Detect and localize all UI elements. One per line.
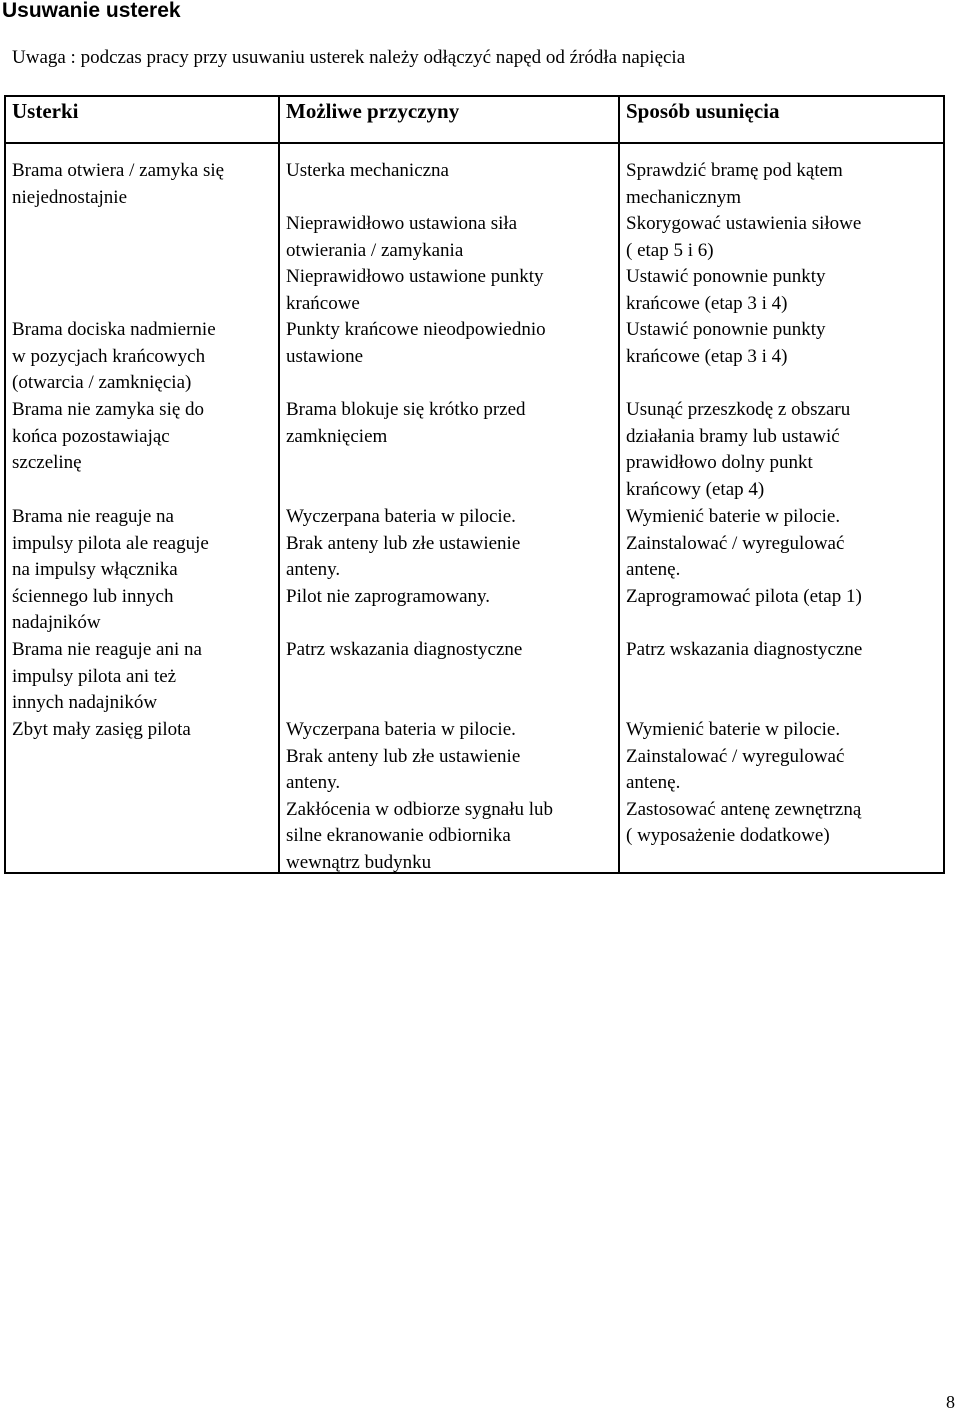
table-cell-remedy: Patrz wskazania diagnostyczne bbox=[626, 639, 863, 660]
table-cell-cause: Wyczerpana bateria w pilocie. Brak anteny lub złe ustawienie anteny. Pilot nie zaprogramowany. bbox=[286, 506, 521, 607]
table-cell-cause: Patrz wskazania diagnostyczne bbox=[286, 639, 523, 660]
table-cell-remedy: Wymienić baterie w pilocie. Zainstalować / wyregulować antenę. Zastosować antenę zewnętrzną ( wyposażenie dodatkowe) bbox=[626, 719, 862, 846]
column-header-faults: Usterki bbox=[12, 99, 79, 123]
table-cell-fault: Zbyt mały zasięg pilota bbox=[12, 719, 191, 740]
table-cell-remedy: Ustawić ponownie punkty krańcowe (etap 3 i 4) bbox=[626, 319, 826, 367]
table-cell-cause: Wyczerpana bateria w pilocie. Brak anteny lub złe ustawienie anteny. Zakłócenia w odbiorze sygnału lub silne ekranowanie odbiornika wewnątrz budynku bbox=[286, 719, 553, 873]
safety-warning: Uwaga : podczas pracy przy usuwaniu usterek należy odłączyć napęd od źródła napięcia bbox=[12, 47, 686, 68]
troubleshooting-table bbox=[4, 95, 945, 874]
column-header-remedies: Sposób usunięcia bbox=[626, 99, 780, 123]
table-cell-fault: Brama nie zamyka się do końca pozostawiając szczelinę bbox=[12, 399, 205, 473]
column-header-causes: Możliwe przyczyny bbox=[286, 99, 460, 123]
page-title: Usuwanie usterek bbox=[2, 0, 181, 22]
table-cell-fault: Brama dociska nadmiernie w pozycjach krańcowych (otwarcia / zamknięcia) bbox=[12, 319, 216, 393]
table-cell-remedy: Usunąć przeszkodę z obszaru działania bramy lub ustawić prawidłowo dolny punkt krańcowy (etap 4) bbox=[626, 399, 851, 500]
table-cell-remedy: Wymienić baterie w pilocie. Zainstalować / wyregulować antenę. Zaprogramować pilota (etap 1) bbox=[626, 506, 862, 607]
table-cell-fault: Brama nie reaguje na impulsy pilota ale reaguje na impulsy włącznika ściennego lub innych nadajników bbox=[12, 506, 209, 633]
table-cell-fault: Brama nie reaguje ani na impulsy pilota ani też innych nadajników bbox=[12, 639, 202, 713]
table-cell-cause: Punkty krańcowe nieodpowiednio ustawione bbox=[286, 319, 546, 367]
column-divider bbox=[618, 97, 620, 872]
column-divider bbox=[278, 97, 280, 872]
header-divider bbox=[6, 142, 943, 144]
table-cell-cause: Brama blokuje się krótko przed zamknięciem bbox=[286, 399, 526, 447]
page-number: 8 bbox=[946, 1392, 955, 1412]
table-cell-fault: Brama otwiera / zamyka się niejednostajnie bbox=[12, 160, 225, 208]
table-cell-remedy: Sprawdzić bramę pod kątem mechanicznym Skorygować ustawienia siłowe ( etap 5 i 6) Ustawić ponownie punkty krańcowe (etap 3 i 4) bbox=[626, 160, 862, 314]
table-cell-cause: Usterka mechaniczna Nieprawidłowo ustawiona siła otwierania / zamykania Nieprawidłowo ustawione punkty krańcowe bbox=[286, 160, 544, 314]
